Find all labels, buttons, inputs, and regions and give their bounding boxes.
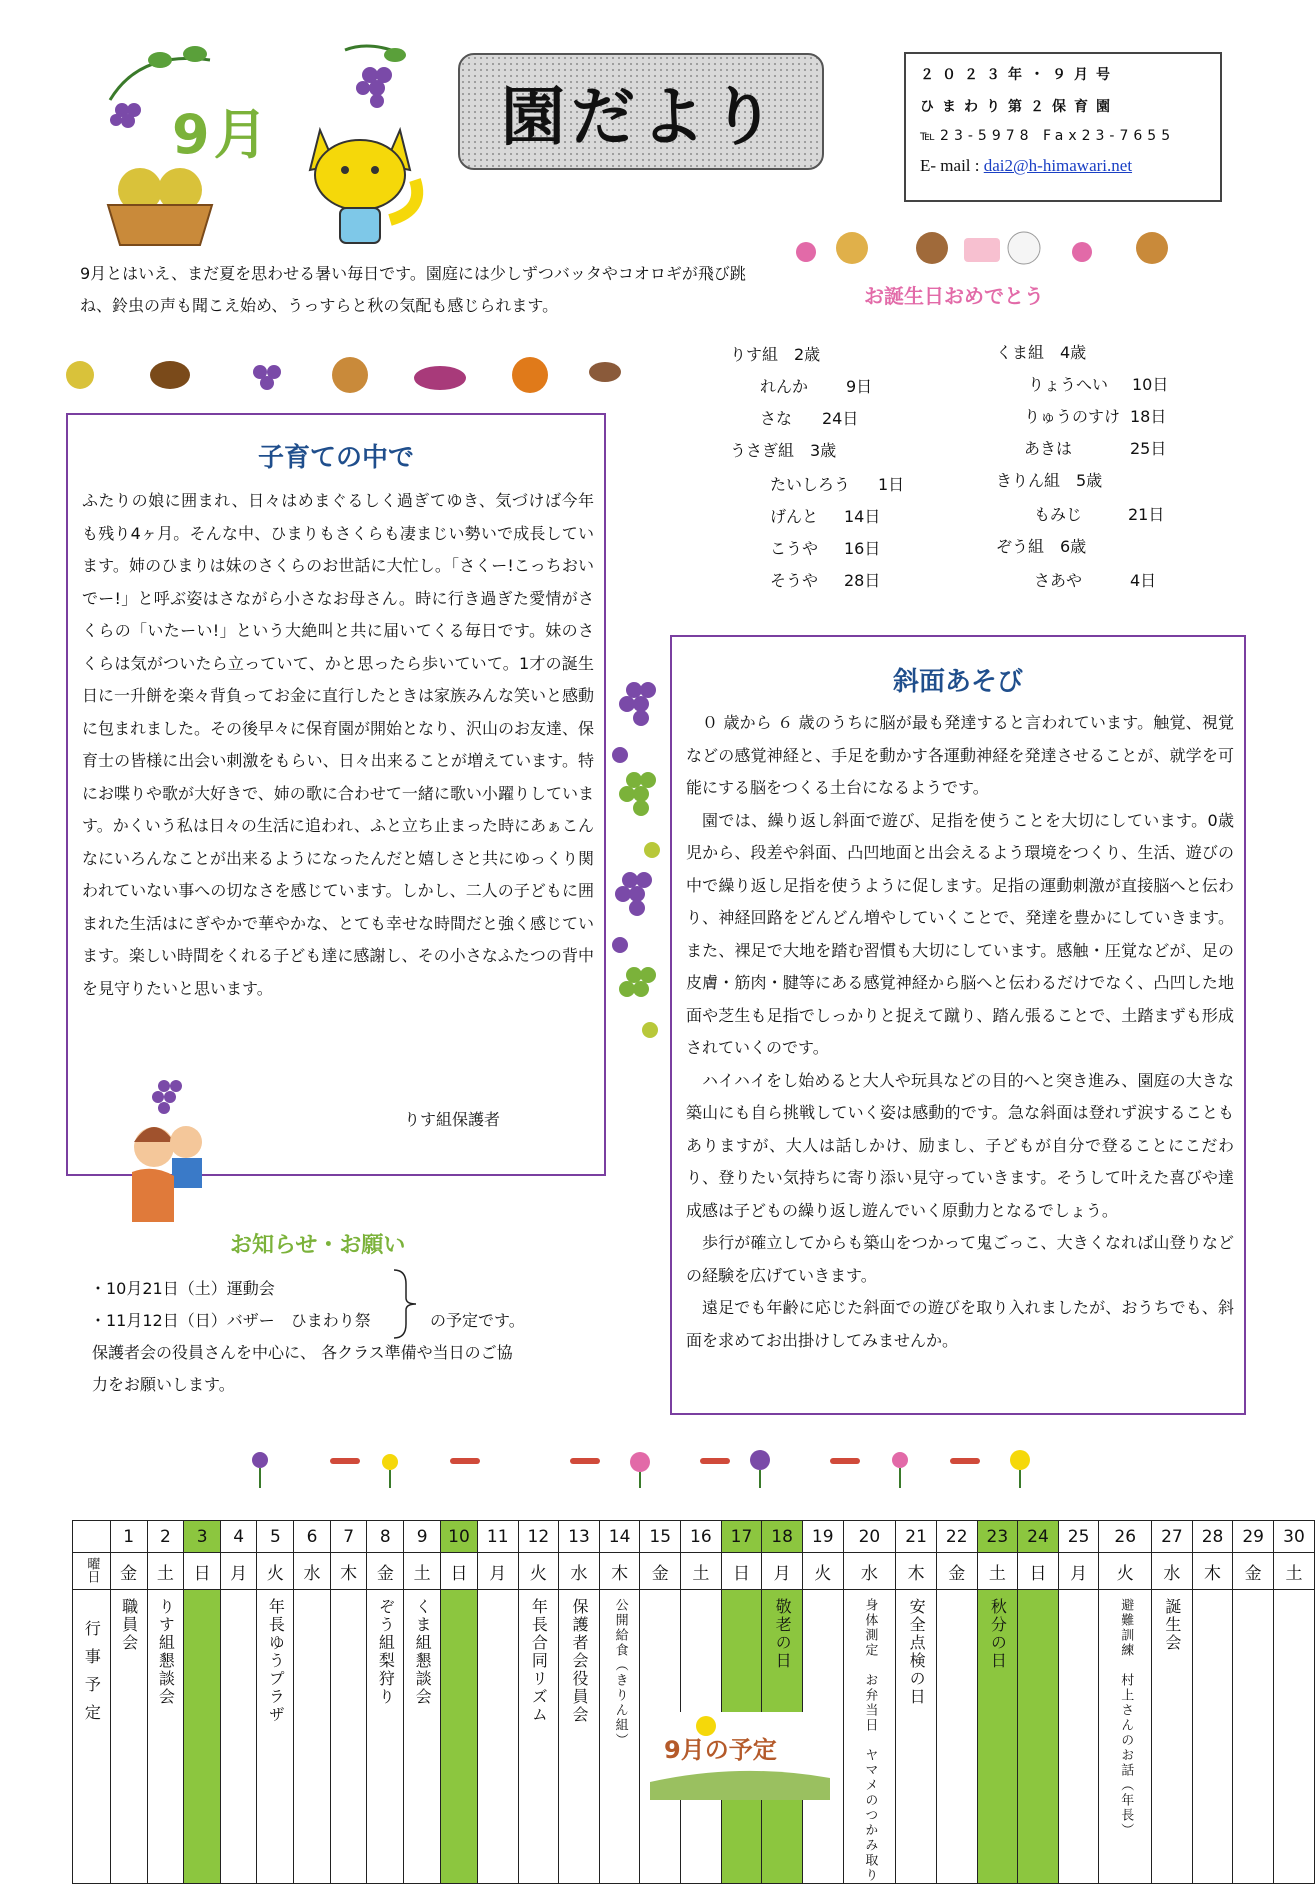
calendar-event: [843, 1590, 896, 1884]
calendar-date: 22: [936, 1521, 977, 1553]
birthday-day: 18日: [1130, 407, 1167, 426]
calendar-weekday: 水: [1152, 1553, 1193, 1590]
calendar-date: 2: [147, 1521, 184, 1553]
month-title: 9月: [172, 103, 272, 166]
calendar-weekday: 木: [1192, 1553, 1233, 1590]
calendar-weekday: 土: [404, 1553, 441, 1590]
birthday-name: れんか: [760, 377, 809, 396]
slope-paragraph: 歩行が確立してからも築山をつかって鬼ごっこ、大きくなれば山登りなどの経験を広げていきます。: [686, 1233, 1234, 1285]
birthday-name: さな: [760, 409, 793, 428]
calendar-date: 26: [1099, 1521, 1152, 1553]
birthday-group: りす組 2歳: [730, 345, 821, 364]
calendar-weekday: 日: [1018, 1553, 1059, 1590]
calendar-weekday: 土: [147, 1553, 184, 1590]
flower-row-icon: [230, 1440, 1070, 1490]
event-text: 敬老の日: [773, 1598, 793, 1670]
birthday-day: 1日: [878, 475, 905, 494]
calendar-date: 29: [1233, 1521, 1274, 1553]
event-text: ぞう組梨狩り: [376, 1598, 396, 1706]
birthday-day: 14日: [844, 507, 881, 526]
calendar-event: [1152, 1590, 1193, 1884]
calendar-weekday: 水: [843, 1553, 896, 1590]
slope-play-box: [670, 635, 1246, 1415]
calendar-weekday: 土: [977, 1553, 1018, 1590]
school-name: ひまわり第２保育園: [920, 99, 1118, 115]
birthday-title: お誕生日おめでとう: [864, 284, 1044, 308]
calendar-weekday: 水: [559, 1553, 600, 1590]
birthday-day: 28日: [844, 571, 881, 590]
schedule-label: 9月の予定: [664, 1736, 777, 1764]
birthday-day: 24日: [822, 409, 859, 428]
fruit-row-icon: [60, 350, 660, 400]
school-info-box: [904, 52, 1222, 202]
brace-icon: [390, 1268, 420, 1340]
calendar-weekday: 木: [896, 1553, 937, 1590]
calendar-date: 8: [367, 1521, 404, 1553]
event-text: 職員会: [119, 1598, 139, 1652]
calendar-event: [294, 1590, 331, 1884]
calendar-weekday: 月: [477, 1553, 518, 1590]
calendar-weekday: 金: [367, 1553, 404, 1590]
calendar-weekday: 火: [802, 1553, 843, 1590]
calendar-date: 13: [559, 1521, 600, 1553]
birthday-name: たいしろう: [770, 475, 851, 494]
event-text: 年長ゆうプラザ: [266, 1598, 286, 1724]
event-text: 身体測定 お弁当日 ヤマメのつかみ取り: [862, 1598, 878, 1883]
email-label: E- mail :: [920, 156, 984, 175]
event-text: 安全点検の日: [907, 1598, 927, 1706]
issue-date: ２０２３年・９月号: [920, 67, 1118, 83]
essay-signature: りす組保護者: [404, 1110, 501, 1129]
calendar-corner: [73, 1521, 111, 1553]
birthday-day: 25日: [1130, 439, 1167, 458]
calendar-event: [599, 1590, 640, 1884]
calendar-weekday: 水: [294, 1553, 331, 1590]
calendar-date: 28: [1192, 1521, 1233, 1553]
calendar-event: [936, 1590, 977, 1884]
calendar-event: [1192, 1590, 1233, 1884]
calendar-event: [441, 1590, 478, 1884]
slope-title: 斜面あそび: [892, 667, 1023, 697]
calendar-date: 18: [762, 1521, 803, 1553]
calendar-weekday: 日: [441, 1553, 478, 1590]
calendar-date: 24: [1018, 1521, 1059, 1553]
calendar-weekday: 火: [1099, 1553, 1152, 1590]
birthday-name: げんと: [770, 507, 819, 526]
email-link[interactable]: dai2@h-himawari.net: [983, 156, 1133, 175]
calendar-weekday-row: [73, 1553, 1315, 1590]
calendar-date-row: [73, 1521, 1315, 1553]
calendar-weekday: 月: [220, 1553, 257, 1590]
calendar-date: 4: [220, 1521, 257, 1553]
slope-paragraph: 園では、繰り返し斜面で遊び、足指を使うことを大切にしています。0歳児から、段差や斜面、凸凹地面と出会えるよう環境をつくり、生活、遊びの中で繰り返し足指を使うように促します。足指の運動刺激が直接脳へと伝わり、神経回路をどんどん増やしていくことで、発達を豊かにしていきます。また、裸足で大地を踏む習慣も大切にしています。感触・圧覚などが、足の皮膚・筋肉・腱等にある感覚神経から脳へと伝わるだけでなく、凸凹した地面や芝生も足指でしっかりと捉えて蹴り、踏ん張ることで、土踏まずも形成されていくのです。: [686, 810, 1234, 1057]
calendar-date: 9: [404, 1521, 441, 1553]
calendar-event: [559, 1590, 600, 1884]
calendar-event: [477, 1590, 518, 1884]
calendar-event: [220, 1590, 257, 1884]
slope-body: [686, 707, 1234, 1357]
birthday-name: もみじ: [1034, 505, 1083, 524]
calendar-date: 30: [1273, 1521, 1314, 1553]
notice-title: お知らせ・お願い: [230, 1233, 406, 1258]
calendar-event: [1058, 1590, 1099, 1884]
birthday-name: こうや: [770, 539, 819, 558]
pear-basket-icon: [100, 160, 220, 250]
event-text: 秋分の日: [988, 1598, 1008, 1670]
notice-suffix: の予定です。: [430, 1311, 525, 1330]
calendar-date: 16: [681, 1521, 722, 1553]
fox-icon: [290, 110, 430, 250]
calendar-date: 15: [640, 1521, 681, 1553]
calendar-event: [1018, 1590, 1059, 1884]
calendar-event: [977, 1590, 1018, 1884]
calendar-date: 23: [977, 1521, 1018, 1553]
newsletter-title: 園だより: [501, 80, 781, 155]
calendar-event: [367, 1590, 404, 1884]
event-text: 年長合同リズム: [529, 1598, 549, 1724]
slope-paragraph: ０ 歳から ６ 歳のうちに脳が最も発達すると言われています。触覚、視覚などの感覚神経と、手足を動かす各運動神経を発達させることが、就学を可能にする脳をつくる土台になるようです。: [686, 713, 1234, 797]
calendar-date: 3: [184, 1521, 221, 1553]
birthday-name: さあや: [1034, 571, 1083, 590]
calendar-event: [330, 1590, 367, 1884]
calendar-weekday: 土: [681, 1553, 722, 1590]
slope-paragraph: ハイハイをし始めると大人や玩具などの目的へと突き進み、園庭の大きな築山にも自ら挑戦していく姿は感動的です。急な斜面は登れず涙することもありますが、大人は話しかけ、励まし、子どもが自分で登ることにこだわり、登りたい気持ちに寄り添い見守っていきます。そうして叶えた喜びや達成感は子どもの繰り返し遊んでいく原動力となるでしょう。: [686, 1070, 1234, 1220]
birthday-day: 4日: [1130, 571, 1157, 590]
calendar-weekday: 火: [518, 1553, 559, 1590]
birthday-group: くま組 4歳: [996, 343, 1087, 362]
calendar-date: 25: [1058, 1521, 1099, 1553]
calendar-weekday: 日: [184, 1553, 221, 1590]
calendar-weekday: 月: [1058, 1553, 1099, 1590]
calendar-weekday: 土: [1273, 1553, 1314, 1590]
calendar-date: 21: [896, 1521, 937, 1553]
calendar-weekday: 日: [721, 1553, 762, 1590]
calendar-weekday: 金: [110, 1553, 147, 1590]
notice-item: ・10月21日（土）運動会: [90, 1279, 275, 1298]
calendar-date: 27: [1152, 1521, 1193, 1553]
calendar-date: 6: [294, 1521, 331, 1553]
calendar-event: [518, 1590, 559, 1884]
essay-title: 子育ての中で: [257, 443, 414, 473]
calendar-weekday: 木: [599, 1553, 640, 1590]
event-text: りす組懇談会: [156, 1598, 176, 1706]
calendar-event: [257, 1590, 294, 1884]
notice-text: 保護者会の役員さんを中心に、 各クラス準備や当日のご協: [92, 1343, 513, 1362]
birthday-day: 10日: [1132, 375, 1169, 394]
calendar-event: [896, 1590, 937, 1884]
birthday-name: あきは: [1024, 439, 1073, 458]
schedule-banner-icon: [650, 1712, 830, 1800]
birthday-group: きりん組 5歳: [996, 471, 1103, 490]
calendar-date: 19: [802, 1521, 843, 1553]
birthday-name: そうや: [770, 571, 819, 590]
birthday-day: 21日: [1128, 505, 1165, 524]
birthday-day: 16日: [844, 539, 881, 558]
calendar-date: 14: [599, 1521, 640, 1553]
calendar-weekday: 金: [936, 1553, 977, 1590]
birthday-group: うさぎ組 3歳: [730, 441, 837, 460]
intro-text: 9月とはいえ、まだ夏を思わせる暑い毎日です。園庭には少しずつバッタやコオロギが飛び跳ね、鈴虫の声も聞こえ始め、うっすらと秋の気配も感じられます。: [80, 264, 746, 315]
calendar-date: 10: [441, 1521, 478, 1553]
slope-paragraph: 遠足でも年齢に応じた斜面での遊びを取り入れましたが、おうちでも、斜面を求めてお出掛けしてみませんか。: [686, 1298, 1234, 1350]
calendar-date: 11: [477, 1521, 518, 1553]
calendar-event: [404, 1590, 441, 1884]
calendar-event: [147, 1590, 184, 1884]
animals-cake-icon: [792, 226, 1212, 274]
event-text: くま組懇談会: [413, 1598, 433, 1706]
calendar-event: [110, 1590, 147, 1884]
grape-vine-icon: [610, 680, 662, 1050]
grape-vine-icon: [340, 40, 410, 120]
calendar-date: 17: [721, 1521, 762, 1553]
notice-item: ・11月12日（日）バザー ひまわり祭: [90, 1311, 371, 1330]
weekday-header: 曜日: [73, 1553, 111, 1590]
birthday-name: りょうへい: [1028, 375, 1109, 394]
tel-fax: ℡23-5978 Fax23-7655: [920, 128, 1176, 144]
event-text: 誕生会: [1162, 1598, 1182, 1652]
schedule-calendar: [72, 1520, 1315, 1884]
birthday-name: りゅうのすけ: [1024, 407, 1121, 426]
event-header: 行事予定: [73, 1590, 111, 1884]
calendar-date: 20: [843, 1521, 896, 1553]
calendar-weekday: 月: [762, 1553, 803, 1590]
calendar-event: [1099, 1590, 1152, 1884]
calendar-date: 1: [110, 1521, 147, 1553]
calendar-weekday: 火: [257, 1553, 294, 1590]
calendar-weekday: 金: [640, 1553, 681, 1590]
birthday-group: ぞう組 6歳: [996, 537, 1087, 556]
event-text: 避難訓練 村上さんのお話（年長）: [1118, 1598, 1134, 1838]
essay-body: ふたりの娘に囲まれ、日々はめまぐるしく過ぎてゆき、気づけば今年も残り4ヶ月。そんな中、ひまりもさくらも凄まじい勢いで成長しています。姉のひまりは妹のさくらのお世話に大忙し。「さくー!こっちおいでー!」と呼ぶ姿はさながら小さなお母さん。時に行き過ぎた愛情がさくらの「いたーい!」という大絶叫と共に届いてくる毎日です。妹のさくらは気がついたら立っていて、かと思ったら歩いていて。1才の誕生日に一升餅を楽々背負ってお金に直行したときは家族みんな笑いと感動に包まれました。その後早々に保育園が開始となり、沢山のお友達、保育士の皆様に出会い刺激をもらい、日々出来ることが増えています。特にお喋りや歌が大好きで、姉の歌に合わせて一緒に歌い小躍りしています。かくいう私は日々の生活に追われ、ふと立ち止まった時にあぁこんなにいろんなことが出来るようになったんだと嬉しさと共にゆっくり関われていない事への切なさを感じています。しかし、二人の子どもに囲まれた生活はにぎやかで華やかな、とても幸せな時間だと強く感じています。楽しい時間をくれる子ども達に感謝し、その小さなふたつの背中を見守りたいと思います。: [82, 491, 595, 998]
calendar-date: 5: [257, 1521, 294, 1553]
event-text: 保護者会役員会: [569, 1598, 589, 1724]
email-line: [920, 156, 1206, 176]
calendar-date: 7: [330, 1521, 367, 1553]
calendar-event: [1233, 1590, 1274, 1884]
calendar-date: 12: [518, 1521, 559, 1553]
newsletter-title-box: [458, 53, 824, 170]
calendar-weekday: 金: [1233, 1553, 1274, 1590]
birthday-day: 9日: [846, 377, 873, 396]
calendar-event: [184, 1590, 221, 1884]
calendar-weekday: 木: [330, 1553, 367, 1590]
family-icon: [114, 1072, 224, 1232]
notice-text: 力をお願いします。: [92, 1375, 235, 1394]
essay-box: [66, 413, 606, 1176]
calendar-event: [1273, 1590, 1314, 1884]
event-text: 公開給食（きりん組）: [612, 1598, 628, 1748]
